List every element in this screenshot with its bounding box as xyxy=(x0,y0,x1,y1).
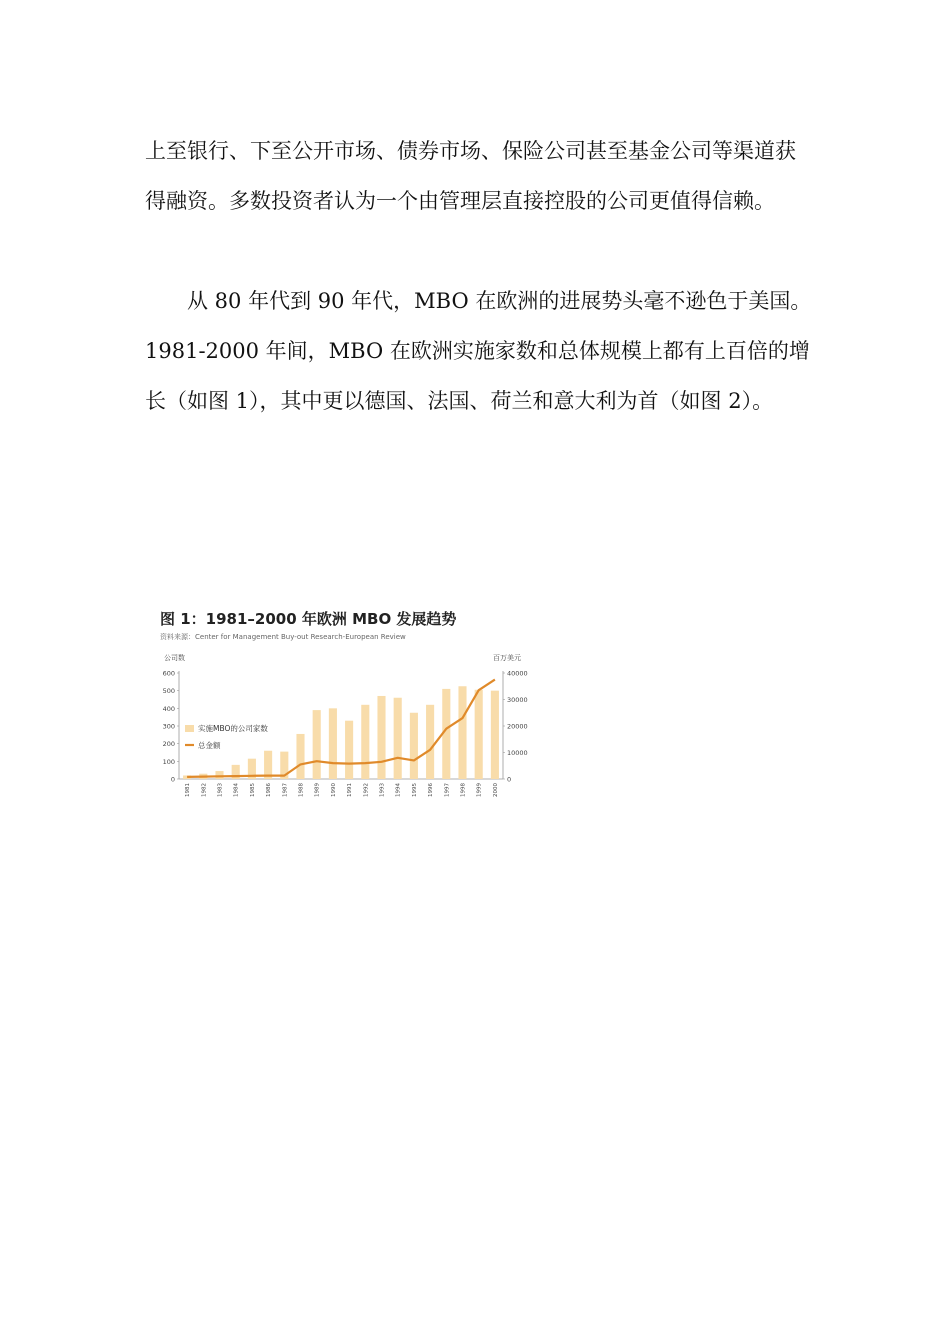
x-tick-label: 1993 xyxy=(379,783,386,797)
left-axis-label: 公司数 xyxy=(164,654,185,662)
x-tick-label: 2000 xyxy=(492,783,499,797)
right-axis-label: 百万美元 xyxy=(493,654,521,662)
x-tick-label: 1986 xyxy=(266,783,273,797)
mbo-chart xyxy=(155,600,535,810)
figure-source: 资料来源：Center for Management Buy-out Research-European Review xyxy=(160,633,406,641)
paragraph-2: 从 80 年代到 90 年代，MBO 在欧洲的进展势头毫不逊色于美国。1981-2000 年间，MBO 在欧洲实施家数和总体规模上都有上百倍的增长（如图 1），其中更以德国、法国、荷兰和意大利为首（如图 2）。 xyxy=(145,289,812,413)
chart-bar xyxy=(394,698,402,779)
chart-bar xyxy=(296,734,304,779)
legend-label-line: 总金额 xyxy=(198,741,221,750)
right-tick-label: 20000 xyxy=(507,722,528,731)
chart-bar xyxy=(329,708,337,779)
chart-bar xyxy=(410,713,418,779)
x-tick-label: 1992 xyxy=(363,783,370,797)
x-tick-label: 1985 xyxy=(249,783,256,797)
x-tick-label: 1983 xyxy=(217,783,224,797)
x-tick-label: 1991 xyxy=(347,783,354,797)
x-tick-label: 1994 xyxy=(395,783,402,797)
figure-title: 图 1：1981–2000 年欧洲 MBO 发展趋势 xyxy=(160,610,457,628)
chart-bar xyxy=(361,705,369,779)
right-tick-label: 0 xyxy=(507,775,512,784)
x-tick-label: 1989 xyxy=(314,783,321,797)
left-tick-label: 400 xyxy=(162,704,175,713)
x-tick-label: 1990 xyxy=(330,783,337,797)
legend-swatch-bars xyxy=(185,725,194,732)
x-tick-label: 1988 xyxy=(298,783,305,797)
right-tick-label: 10000 xyxy=(507,749,528,757)
chart-bar xyxy=(475,690,483,779)
left-tick-label: 300 xyxy=(162,722,175,731)
chart-bar xyxy=(345,721,353,779)
left-tick-label: 600 xyxy=(162,669,175,678)
left-tick-label: 100 xyxy=(162,757,175,766)
left-tick-label: 200 xyxy=(162,740,175,749)
x-tick-label: 1984 xyxy=(233,783,240,797)
x-tick-label: 1996 xyxy=(428,783,435,797)
chart-bar xyxy=(377,696,385,779)
x-tick-label: 1995 xyxy=(411,783,418,797)
paragraph-1: 上至银行、下至公开市场、债券市场、保险公司甚至基金公司等渠道获得融资。多数投资者认为一个由管理层直接控股的公司更值得信赖。 xyxy=(145,139,796,213)
figure-1 xyxy=(155,600,535,810)
right-tick-label: 30000 xyxy=(507,696,528,704)
x-tick-label: 1997 xyxy=(444,783,451,797)
x-tick-label: 1998 xyxy=(460,783,467,797)
left-tick-label: 0 xyxy=(170,775,175,784)
x-tick-label: 1981 xyxy=(185,783,192,797)
x-tick-label: 1982 xyxy=(201,783,208,797)
chart-bar xyxy=(491,691,499,779)
chart-bar xyxy=(313,710,321,779)
x-tick-label: 1987 xyxy=(282,783,289,797)
x-tick-label: 1999 xyxy=(476,783,483,797)
legend-label-bars: 实施MBO的公司家数 xyxy=(198,724,268,733)
chart-bar xyxy=(426,705,434,779)
left-tick-label: 500 xyxy=(162,687,175,696)
right-tick-label: 40000 xyxy=(507,669,528,678)
chart-bar xyxy=(215,771,223,779)
chart-bar xyxy=(458,686,466,779)
